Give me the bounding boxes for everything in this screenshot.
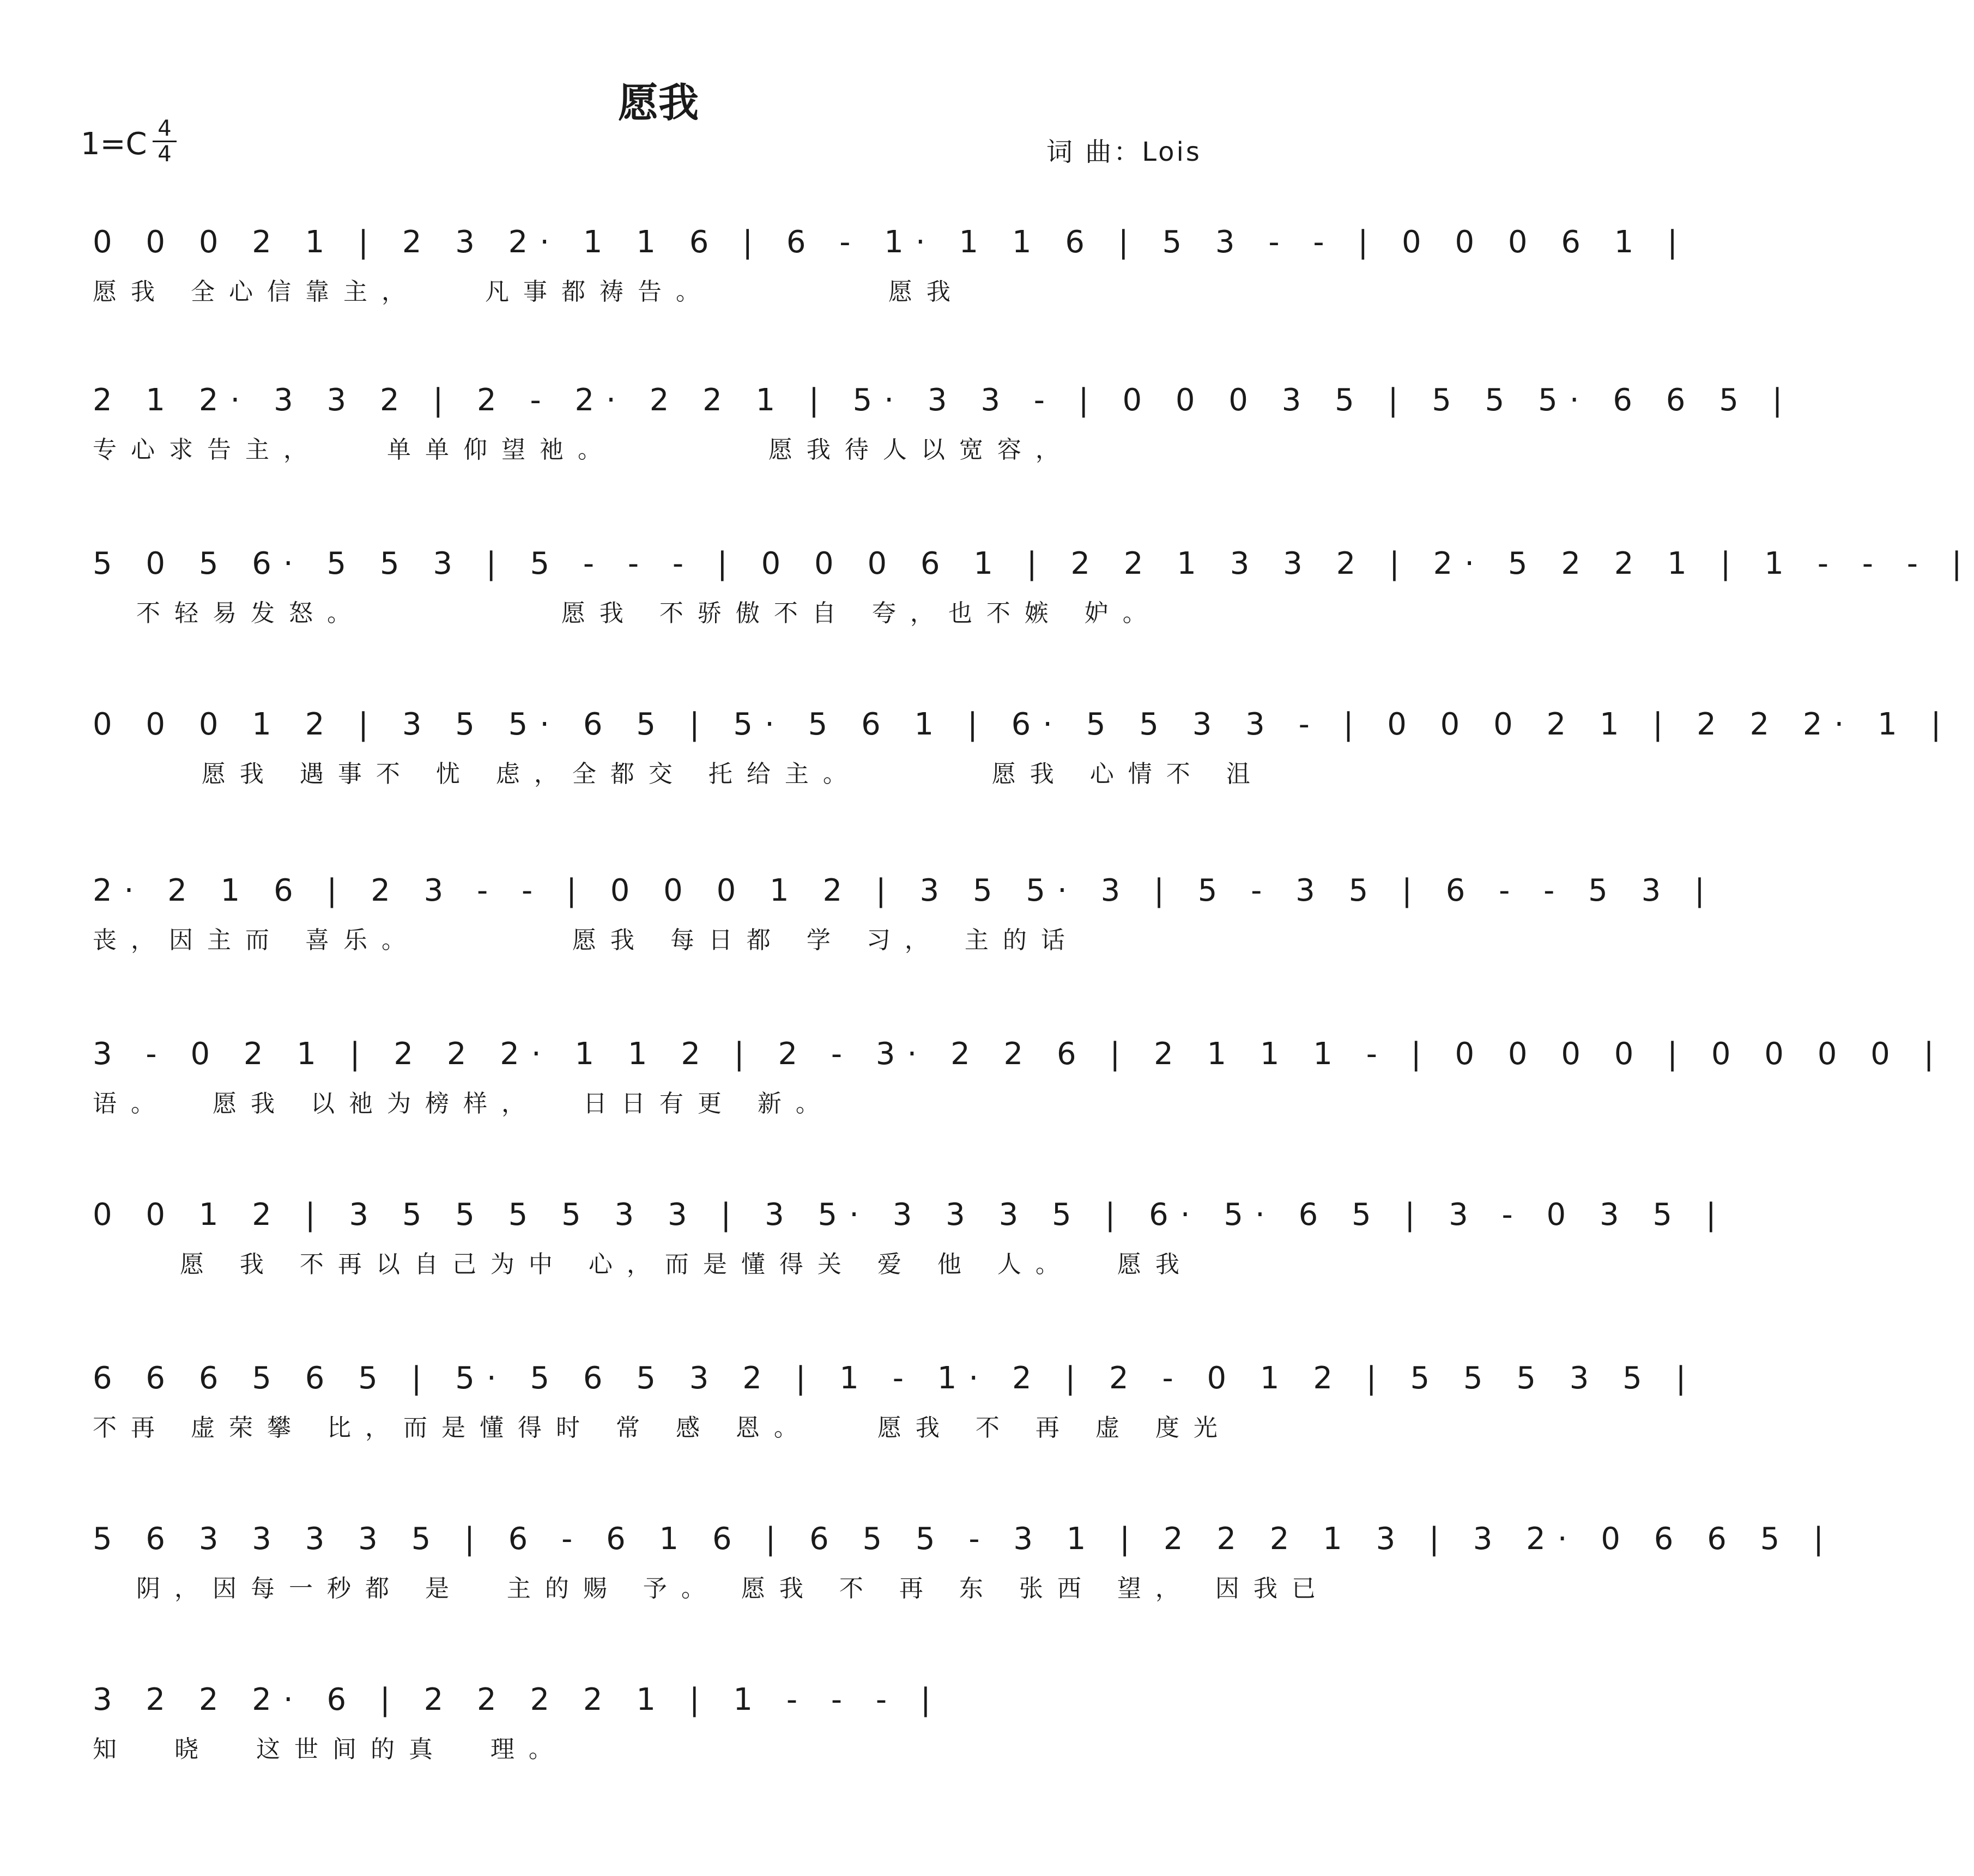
lyrics-line: 愿我 全心信靠主， 凡事都祷告。 愿我 (93, 278, 965, 306)
numbered-notation-line: 2· 2 1 6 | 2 3 - - | 0 0 0 1 2 | 3 5 5· 3 | 5 - 3 5 | 6 - - 5 3 | (93, 873, 1717, 908)
score-system-9 (82, 1520, 1836, 1635)
lyrics-line: 知 晓 这世间的真 理。 (93, 1735, 567, 1763)
numbered-notation-line: 3 - 0 2 1 | 2 2 2· 1 1 2 | 2 - 3· 2 2 6 | 2 1 1 1 - | 0 0 0 0 | 0 0 0 0 | (93, 1036, 1946, 1072)
numbered-notation-line: 0 0 0 1 2 | 3 5 5· 6 5 | 5· 5 6 1 | 6· 5 5 3 3 - | 0 0 0 2 1 | 2 2 2· 1 | (93, 707, 1953, 742)
score-system-3 (82, 545, 1974, 659)
score-system-6 (82, 1035, 1946, 1150)
numbered-notation-line: 0 0 1 2 | 3 5 5 5 5 3 3 | 3 5· 3 3 3 5 | 6· 5· 6 5 | 3 - 0 3 5 | (93, 1197, 1728, 1233)
lyrics-line: 阴，因每一秒都 是 主的赐 予。 愿我 不 再 东 张西 望， 因我已 (93, 1575, 1330, 1602)
song-title: 愿我 (618, 80, 699, 126)
score-system-1 (82, 223, 1690, 338)
numbered-notation-line: 2 1 2· 3 3 2 | 2 - 2· 2 2 1 | 5· 3 3 - | 0 0 0 3 5 | 5 5 5· 6 6 5 | (93, 383, 1795, 418)
key-signature: 1=C (81, 126, 147, 162)
score-system-7 (82, 1196, 1728, 1310)
numbered-notation-line: 5 0 5 6· 5 5 3 | 5 - - - | 0 0 0 6 1 | 2 2 1 3 3 2 | 2· 5 2 2 1 | 1 - - - | (93, 546, 1974, 581)
lyricist-composer-credit: 词 曲：Lois (1046, 137, 1202, 167)
time-signature-top: 4 (158, 116, 172, 141)
numbered-notation-line: 6 6 6 5 6 5 | 5· 5 6 5 3 2 | 1 - 1· 2 | 2 - 0 1 2 | 5 5 5 3 5 | (93, 1361, 1698, 1396)
lyrics-line: 语。 愿我 以祂为榜样， 日日有更 新。 (93, 1090, 834, 1118)
lyrics-line: 不再 虚荣攀 比，而是懂得时 常 感 恩。 愿我 不 再 虚 度光 (93, 1414, 1232, 1442)
score-system-10 (82, 1681, 1204, 1795)
lyrics-line: 愿 我 不再以自己为中 心，而是懂得关 爱 他 人。 愿我 (93, 1250, 1194, 1278)
score-system-5 (82, 872, 1717, 986)
lyrics-line: 愿我 遇事不 忧 虑，全都交 托给主。 愿我 心情不 沮 (93, 760, 1264, 788)
numbered-notation-line: 3 2 2 2· 6 | 2 2 2 2 1 | 1 - - - | (93, 1682, 943, 1717)
score-system-2 (82, 381, 1795, 496)
lyrics-line: 丧，因主而 喜乐。 愿我 每日都 学 习， 主的话 (93, 926, 1079, 954)
time-signature (153, 118, 177, 165)
numbered-notation-line: 5 6 3 3 3 3 5 | 6 - 6 1 6 | 6 5 5 - 3 1 | 2 2 2 1 3 | 3 2· 0 6 6 5 | (93, 1521, 1836, 1557)
numbered-notation-line: 0 0 0 2 1 | 2 3 2· 1 1 6 | 6 - 1· 1 1 6 | 5 3 - - | 0 0 0 6 1 | (93, 224, 1690, 260)
time-signature-bottom: 4 (158, 142, 172, 167)
lyrics-line: 不轻易发怒。 愿我 不骄傲不自 夸，也不嫉 妒。 (93, 599, 1161, 627)
lyrics-line: 专心求告主， 单单仰望祂。 愿我待人以宽容， (93, 436, 1074, 464)
score-system-4 (82, 706, 1953, 820)
score-system-8 (82, 1359, 1698, 1474)
